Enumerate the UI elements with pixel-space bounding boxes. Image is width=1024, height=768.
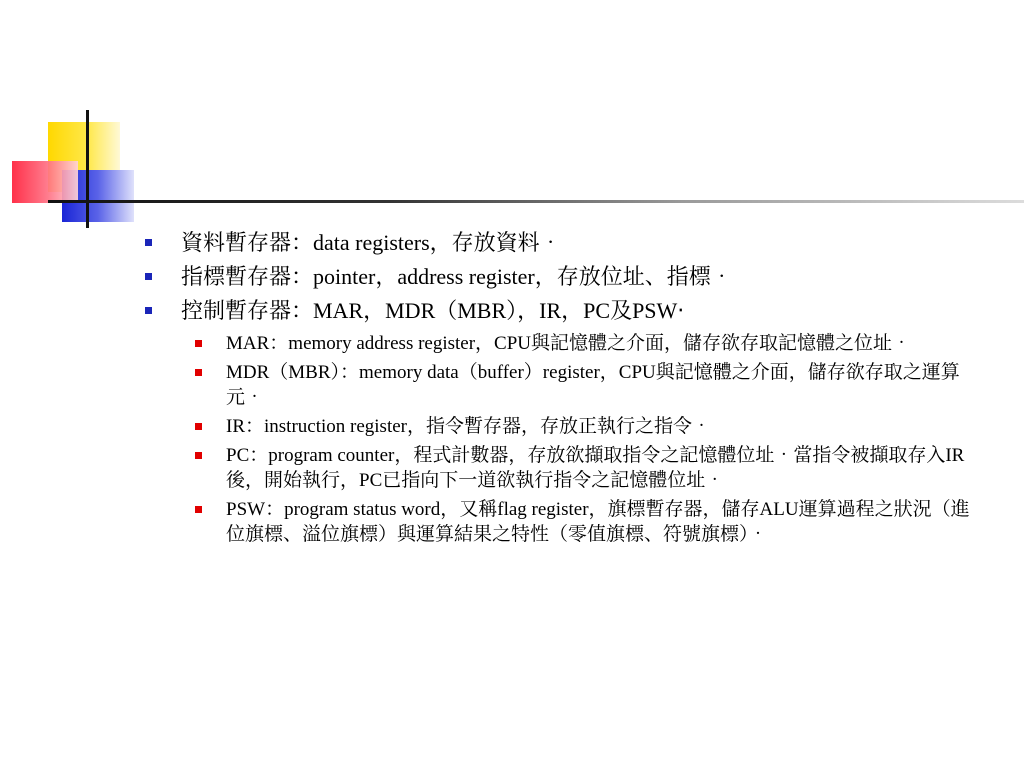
square-bullet-icon	[145, 307, 152, 314]
title-divider-line	[48, 200, 1024, 203]
square-bullet-icon	[195, 452, 202, 459]
sub-bullet-mdr	[226, 360, 976, 410]
sub-bullet-text: MAR：memory address register，CPU與記憶體之介面，儲存欲存取記憶體之位址‧	[226, 333, 912, 354]
bullet-control-registers	[140, 294, 1000, 328]
sub-bullet-ir	[226, 414, 976, 439]
bullet-pointer-registers	[140, 260, 1000, 294]
sub-bullet-pc	[226, 443, 976, 493]
sub-bullet-text: PC：program counter，程式計數器，存放欲擷取指令之記憶體位址‧當指令被擷取存入IR後，開始執行，PC已指向下一道欲執行指令之記憶體位址‧	[226, 445, 965, 491]
bullet-text: 資料暫存器：data registers，存放資料‧	[181, 230, 562, 255]
square-bullet-icon	[195, 369, 202, 376]
decorative-red-square	[12, 161, 78, 203]
decorative-corner-graphic	[0, 0, 1024, 240]
bullet-text: 指標暫存器：pointer，address register，存放位址、指標‧	[181, 264, 733, 289]
bullet-data-registers	[140, 226, 1000, 260]
square-bullet-icon	[195, 340, 202, 347]
square-bullet-icon	[145, 239, 152, 246]
bullet-text: 控制暫存器：MAR，MDR（MBR），IR，PC及PSW‧	[181, 298, 685, 323]
sub-bullet-mar	[226, 331, 976, 356]
square-bullet-icon	[195, 423, 202, 430]
decorative-vertical-line	[86, 110, 89, 228]
square-bullet-icon	[145, 273, 152, 280]
sub-bullet-psw	[226, 497, 976, 547]
sub-bullet-text: MDR（MBR）：memory data（buffer）register，CPU與記憶體之介面，儲存欲存取之運算元‧	[226, 362, 960, 408]
square-bullet-icon	[195, 506, 202, 513]
slide-body	[140, 226, 1000, 551]
sub-bullet-text: IR：instruction register，指令暫存器，存放正執行之指令‧	[226, 416, 711, 437]
sub-bullet-text: PSW：program status word，又稱flag register，旗標暫存器，儲存ALU運算過程之狀況（進位旗標、溢位旗標）與運算結果之特性（零值旗標、符號旗標）‧	[226, 499, 970, 545]
control-register-sublist	[140, 331, 1000, 547]
